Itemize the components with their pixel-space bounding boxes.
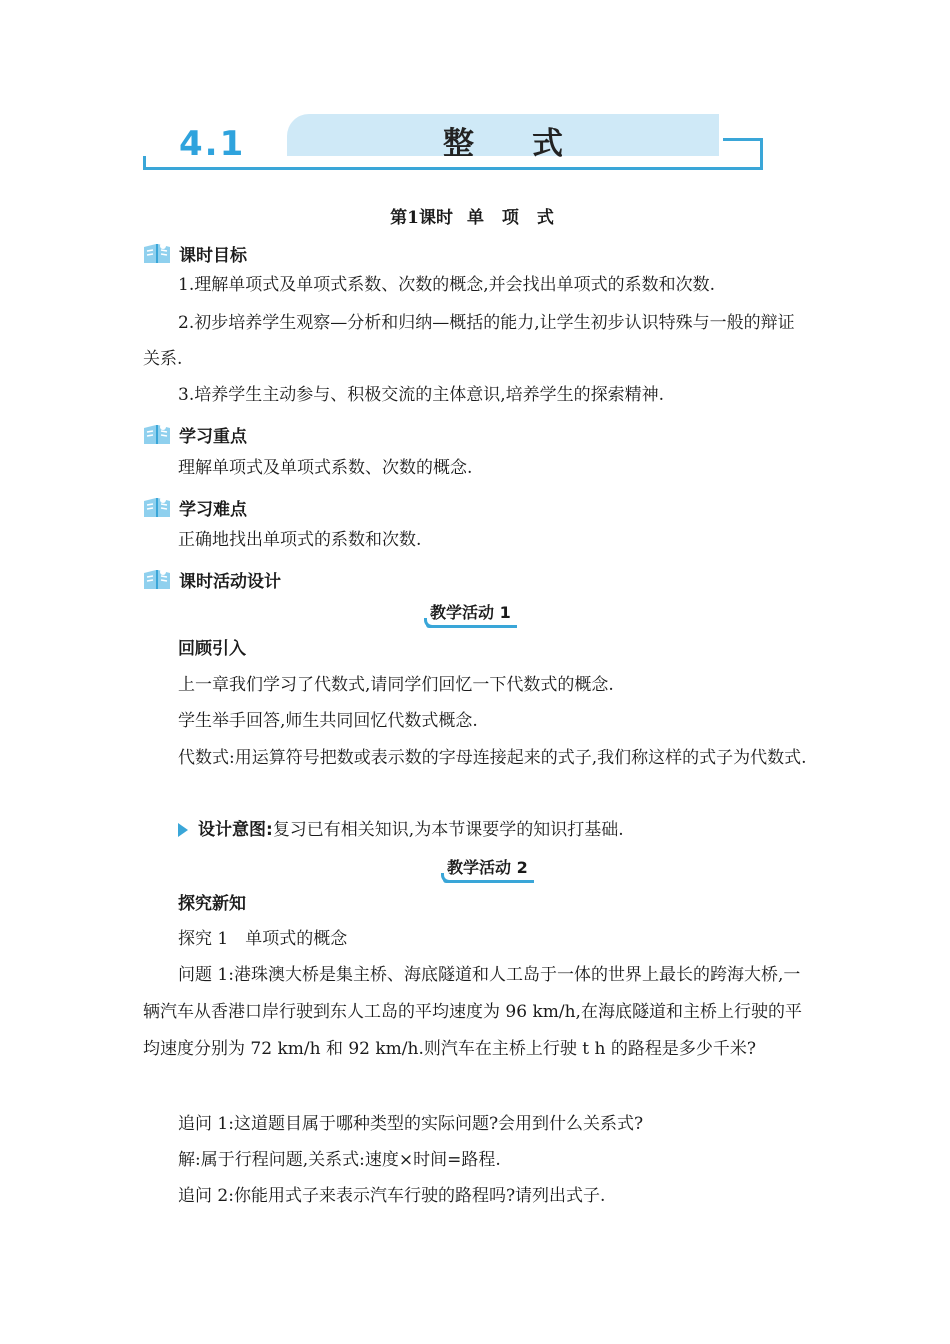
section-objectives bbox=[143, 240, 247, 266]
lesson-title-prefix: 第 bbox=[390, 208, 408, 228]
chapter-title: 整式 bbox=[443, 126, 621, 162]
design-intent-text: 复习已有相关知识,为本节课要学的知识打基础. bbox=[272, 820, 624, 840]
problem-1: 问题 1:港珠澳大桥是集主桥、海底隧道和人工岛于一体的世界上最长的跨海大桥,一辆汽车从香港口岸行驶到东人工岛的平均速度为 96 km/h,在海底隧道和主桥上行驶的平均速度分别为 72 km/h 和 92 km/h.则汽车在主桥上行驶 t h 的路程是多少千米? bbox=[143, 965, 802, 1059]
activity-1-heading: 回顾引入 bbox=[178, 639, 246, 659]
section-difficulties-label: 学习难点 bbox=[179, 499, 247, 520]
book-icon bbox=[143, 567, 171, 591]
section-activity-design bbox=[143, 566, 281, 592]
section-activity-design-label: 课时活动设计 bbox=[179, 571, 281, 592]
objective-2: 2.初步培养学生观察—分析和归纳—概括的能力,让学生初步认识特殊与一般的辩证关系. bbox=[143, 313, 795, 369]
answer-1: 解:属于行程问题,关系式:速度×时间=路程. bbox=[178, 1150, 501, 1170]
header-frame-left bbox=[143, 156, 146, 170]
activity-2-heading: 探究新知 bbox=[178, 894, 246, 914]
header-frame-right-top bbox=[723, 138, 763, 141]
header-frame-line bbox=[143, 167, 763, 170]
followup-2: 追问 2:你能用式子来表示汽车行驶的路程吗?请列出式子. bbox=[178, 1186, 606, 1206]
lesson-title-suffix: 课时 bbox=[419, 208, 453, 228]
activity-1-line-3: 代数式:用运算符号把数或表示数的字母连接起来的式子,我们称这样的式子为代数式. bbox=[178, 748, 807, 768]
section-key-points-label: 学习重点 bbox=[179, 426, 247, 447]
explore-1-title: 探究 1 单项式的概念 bbox=[178, 929, 348, 949]
objective-1: 1.理解单项式及单项式系数、次数的概念,并会找出单项式的系数和次数. bbox=[178, 275, 716, 295]
followup-1: 追问 1:这道题目属于哪种类型的实际问题?会用到什么关系式? bbox=[178, 1114, 644, 1134]
book-icon bbox=[143, 422, 171, 446]
activity-1-tag bbox=[430, 600, 511, 623]
activity-2-tag-label: 教学活动 2 bbox=[447, 858, 528, 877]
section-difficulties bbox=[143, 494, 247, 520]
book-icon bbox=[143, 241, 171, 265]
chapter-number: 4.1 bbox=[179, 124, 246, 164]
section-objectives-label: 课时目标 bbox=[179, 245, 247, 266]
lesson-title-topic: 单 项 式 bbox=[467, 208, 560, 228]
key-points-text: 理解单项式及单项式系数、次数的概念. bbox=[178, 458, 473, 478]
activity-1-line-1: 上一章我们学习了代数式,请同学们回忆一下代数式的概念. bbox=[178, 675, 614, 695]
chapter-header bbox=[143, 112, 763, 170]
design-intent bbox=[178, 812, 624, 848]
activity-1-line-2: 学生举手回答,师生共同回忆代数式概念. bbox=[178, 711, 478, 731]
difficulties-text: 正确地找出单项式的系数和次数. bbox=[178, 530, 422, 550]
lesson-title bbox=[0, 203, 950, 228]
header-frame-right bbox=[760, 138, 763, 170]
activity-2-tag bbox=[447, 855, 528, 878]
objective-3: 3.培养学生主动参与、积极交流的主体意识,培养学生的探索精神. bbox=[178, 385, 665, 405]
design-intent-label: 设计意图: bbox=[198, 820, 273, 840]
book-icon bbox=[143, 495, 171, 519]
activity-1-tag-label: 教学活动 1 bbox=[430, 603, 511, 622]
section-key-points bbox=[143, 421, 247, 447]
triangle-icon bbox=[178, 823, 188, 837]
lesson-title-num: 1 bbox=[407, 208, 419, 228]
